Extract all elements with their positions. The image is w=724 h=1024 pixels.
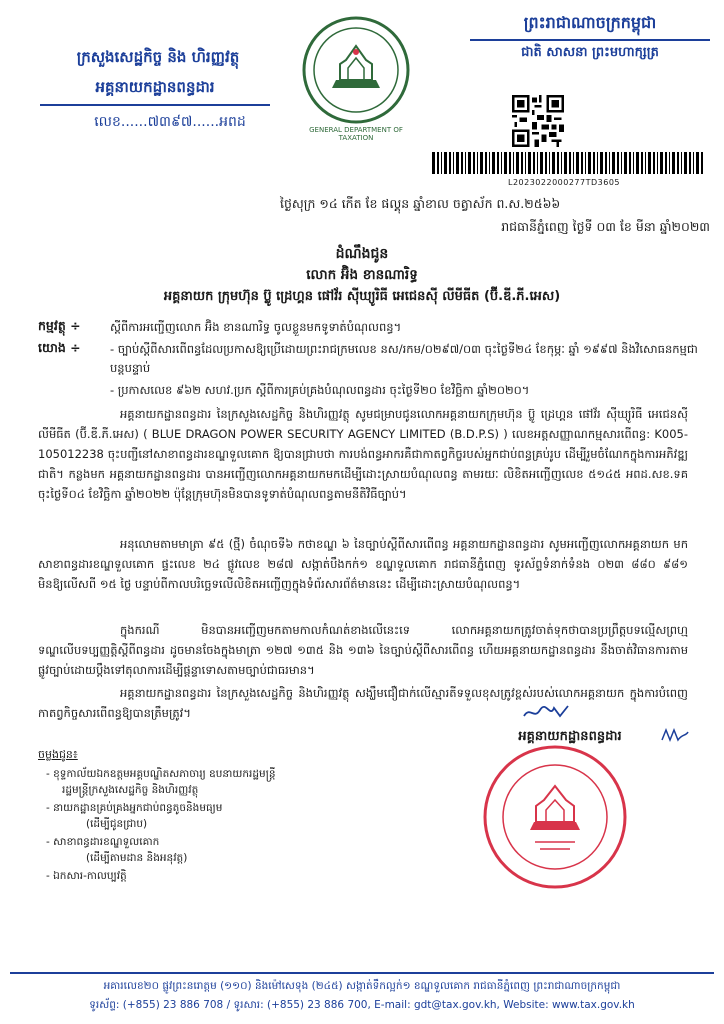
lunar-date: ថ្ងៃសុក្រ ១៤ កើត ខែ ផល្គុន ឆ្នាំខាល ចត្វាស័ក ព.ស.២៥៦៦	[280, 196, 561, 211]
reference-text-2: - ប្រកាសលេខ ៩៦២ សហវ.ប្រក ស្តីពីការគ្រប់គ្រងបំណុលពន្ធដារ ចុះថ្ងៃទី២០ ខែវិច្ឆិកា ឆ្នាំ២០២០។	[110, 383, 530, 397]
handwritten-signature-icon	[520, 702, 580, 722]
national-motto: ជាតិ សាសនា ព្រះមហាក្សត្រ	[521, 45, 659, 60]
solar-date: រាជធានីភ្នំពេញ ថ្ងៃទី ០៣ ខែ មីនា ឆ្នាំ២០២៣	[501, 219, 710, 234]
body-paragraph-3: ក្នុងករណី មិនបានអញ្ជើញមកតាមកាលកំណត់ខាងលើនេះទេ លោកអគ្គនាយកត្រូវចាត់ទុកថាបានប្រព្រឹត្តបទល្មើសព្រហ្មទណ្ឌលើបទប្បញ្ញត្តិស្តីពីពន្ធដារ ដូចមានចែងក្នុងមាត្រា ១២៧ ១៣៥ និង ១៣៦ នៃច្បាប់ស្តីពីសារពើពន្ធ ហើយអគ្គនាយកដ្ឋានពន្ធដារ នឹងចាត់វិធានការតាមផ្លូវច្បាប់ដោយប្តឹងទៅតុលាការដើម្បីផ្តន្ទាទោសតាមច្បាប់ជាធរមាន។	[38, 623, 688, 677]
cc-item: - នាយកដ្ឋានគ្រប់គ្រងអ្នកជាប់ពន្ធតូចនិងមធ្យម	[46, 802, 223, 814]
kingdom-name: ព្រះរាជាណាចក្រកម្ពុជា	[470, 12, 710, 41]
barcode-icon	[432, 152, 704, 174]
barcode-number: L2023022000277TD3605	[507, 178, 621, 187]
signatory-title: អគ្គនាយកដ្ឋានពន្ធដារ	[518, 729, 622, 744]
cc-item: រដ្ឋមន្ត្រីក្រសួងសេដ្ឋកិច្ច និងហិរញ្ញវត្ថុ	[62, 784, 199, 796]
footer-address: អគារលេខ២០ ផ្លូវព្រះនរោត្តម (១១០) និងម៉ៅសេទុង (២៤៥) សង្កាត់ទឹកល្អក់១ ខណ្ឌទួលគោក រាជធានីភ្នំពេញ ព្រះរាជាណាចក្រកម្ពុជា	[103, 980, 621, 992]
cc-label: ចម្លងជូន៖	[38, 748, 78, 761]
cc-item: - ឯកសារ-កាលប្បវត្តិ	[46, 870, 127, 882]
footer-divider	[10, 972, 714, 974]
reference-label: យោង ÷	[38, 340, 81, 355]
subject-text: ស្តីពីការអញ្ជើញលោក អ៊ិង ខានណារិទ្ធ ចូលខ្លួនមកទូទាត់បំណុលពន្ធ។	[110, 320, 402, 334]
recipient-company: អគ្គនាយក ក្រុមហ៊ុន ប៊្លូ ដ្រេហ្គន ផៅវ័រ ស៊ីឃ្យូរិធី អេជេនស៊ី លីមីធីត (ប៊ី.ឌី.ភី.អេស)	[163, 289, 561, 304]
reference-text-1: - ច្បាប់ស្តីពីសារពើពន្ធដែលប្រកាសឱ្យប្រើដោយព្រះរាជក្រមលេខ នស/រកម/០២៩៧/០៣ ចុះថ្ងៃទី២៤ ខែកុម្ភៈ ឆ្នាំ ១៩៩៧ និងវិសោធនកម្មជាបន្តបន្ទាប់	[110, 342, 698, 375]
cc-item: - ខុទ្ទកាល័យឯកឧត្តមអគ្គបណ្ឌិតសភាចារ្យ ឧបនាយករដ្ឋមន្ត្រី	[46, 768, 276, 780]
reference-number: លេខ......៧៣៩៧......អពដ	[94, 114, 246, 130]
ministry-name: ក្រសួងសេដ្ឋកិច្ច និង ហិរញ្ញវត្ថុ	[76, 48, 240, 66]
body-paragraph-2: អនុលោមតាមមាត្រា ៩៥ (ថ្មី) ចំណុចទី៦ កថាខណ្ឌ ៦ នៃច្បាប់ស្តីពីសារពើពន្ធ អគ្គនាយកដ្ឋានពន្ធដារ សូមអញ្ជើញលោកអគ្គនាយក មកសាខាពន្ធដារខណ្ឌទួលគោក ផ្ទះលេខ ២៤ ផ្លូវលេខ ២៨៧ សង្កាត់បឹងកក់១ ខណ្ឌទួលគោក រាជធានីភ្នំពេញ ទូរស័ព្ទទំនាក់ទំនង ០២៣ ៨៨០ ៩៨១ មិនឱ្យលើសពី ១៥ ថ្ងៃ បន្ទាប់ពីកាលបរិច្ឆេទលើលិខិតអញ្ជើញក្នុងទំព័រសារព័ត៌មាននេះ ដើម្បីដោះស្រាយបំណុលពន្ធ។	[38, 537, 688, 591]
notice-title: ដំណឹងជូន	[335, 246, 389, 262]
subject-label: កម្មវត្ថុ ÷	[38, 318, 81, 333]
department-name: អគ្គនាយកដ្ឋានពន្ធដារ	[40, 78, 270, 106]
recipient-name: លោក អ៊ិង ខានណារិទ្ធ	[306, 267, 418, 283]
cc-item: (ដើម្បីតាមដាន និងអនុវត្ត)	[86, 852, 188, 864]
cc-item: (ដើម្បីជូនជ្រាប)	[86, 818, 148, 830]
initials-signature-icon	[660, 728, 690, 744]
cc-item: - សាខាពន្ធដារខណ្ឌទួលគោក	[46, 836, 160, 848]
qr-code-icon	[512, 95, 564, 147]
logo-caption: GENERAL DEPARTMENT OF TAXATION	[309, 126, 403, 142]
body-paragraph-4: អគ្គនាយកដ្ឋានពន្ធដារ នៃក្រសួងសេដ្ឋកិច្ច និងហិរញ្ញវត្ថុ សង្ឃឹមជឿជាក់លើស្មារតីទទួលខុសត្រូវខ្ពស់របស់លោកអគ្គនាយក ក្នុងការបំពេញកាតព្វកិច្ចសារពើពន្ធឱ្យបានត្រឹមត្រូវ។	[38, 686, 688, 720]
official-seal-icon	[480, 742, 630, 892]
body-paragraph-1: អគ្គនាយកដ្ឋានពន្ធដារ នៃក្រសួងសេដ្ឋកិច្ច និងហិរញ្ញវត្ថុ សូមជម្រាបជូនលោកអគ្គនាយកក្រុមហ៊ុន ប៊្លូ ដ្រេហ្គន ផៅវ័រ ស៊ីឃ្យូរិធី អេជេនស៊ី លីមីធីត (ប៊ី.ឌី.ភី.អេស) ( BLUE DRAGON POWER SECURITY AGENCY LIMITED (B.D.P.S) ) លេខអត្តសញ្ញាណកម្មសារពើពន្ធ: K005-105012238 ចុះបញ្ជីនៅសាខាពន្ធដារខណ្ឌទួលគោក ឱ្យបានជ្រាបថា ការបង់ពន្ធអាករគឺជាកាតព្វកិច្ចរបស់អ្នកជាប់ពន្ធគ្រប់រូប ដើម្បីរួមចំណែកក្នុងការអភិវឌ្ឍជាតិ។ កន្លងមក អគ្គនាយកដ្ឋានពន្ធដារ បានអញ្ជើញលោកអគ្គនាយកមកដើម្បីដោះស្រាយបំណុលពន្ធ តាមរយៈ លិខិតអញ្ជើញលេខ ៥១៤៥ អពដ.សខ.ទគ ចុះថ្ងៃទី០៤ ខែវិច្ឆិកា ឆ្នាំ២០២២ ប៉ុន្តែក្រុមហ៊ុនមិនបានទូទាត់បំណុលពន្ធតាមនីតិវិធីច្បាប់។	[38, 407, 688, 501]
gdt-logo-icon	[302, 16, 410, 124]
footer-contact: ទូរស័ព្ទ: (+855) 23 886 708 / ទូរសារ: (+855) 23 886 700, E-mail: gdt@tax.gov.kh, Website: www.tax.gov.kh	[89, 999, 635, 1011]
